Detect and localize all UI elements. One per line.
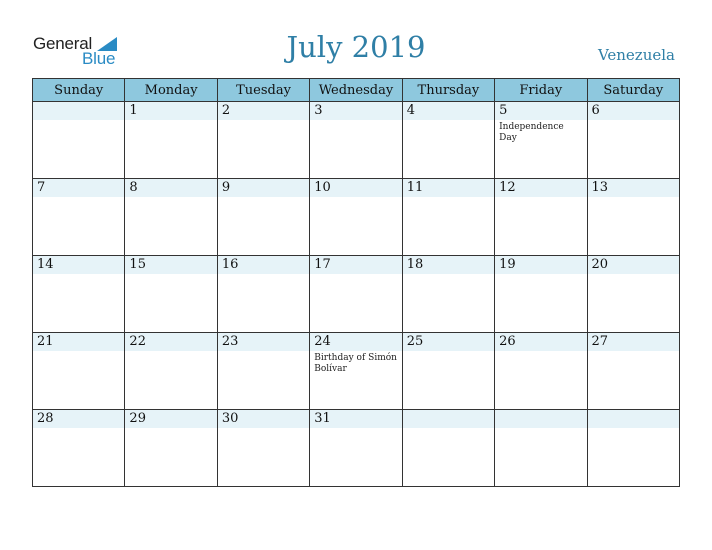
day-number: 21 <box>37 334 54 349</box>
day-number-bar <box>33 102 124 120</box>
calendar-grid <box>32 78 680 487</box>
day-number: 22 <box>129 334 146 349</box>
day-cell[interactable] <box>495 102 587 179</box>
day-cell[interactable] <box>125 256 217 333</box>
day-cell[interactable] <box>495 333 587 410</box>
week-row <box>33 256 680 333</box>
day-number: 19 <box>499 257 516 272</box>
day-number-bar <box>588 410 679 428</box>
day-cell[interactable] <box>402 102 494 179</box>
day-cell[interactable] <box>125 410 217 487</box>
day-number-bar <box>495 410 586 428</box>
day-cell[interactable] <box>587 333 679 410</box>
day-number: 8 <box>129 180 138 195</box>
day-number-bar <box>588 102 679 120</box>
day-number-bar <box>403 410 494 428</box>
holiday-label: Independence Day <box>499 122 564 143</box>
week-row <box>33 102 680 179</box>
day-cell[interactable] <box>402 333 494 410</box>
day-number-bar <box>125 102 216 120</box>
country-label: Venezuela <box>597 46 675 64</box>
day-cell[interactable] <box>217 102 309 179</box>
day-number: 25 <box>406 334 424 349</box>
day-number: 30 <box>221 411 239 426</box>
day-cell[interactable] <box>33 179 125 256</box>
logo-text-blue: Blue <box>82 49 116 68</box>
day-cell[interactable] <box>402 410 494 487</box>
day-number-bar <box>403 102 494 120</box>
day-cell[interactable] <box>495 179 587 256</box>
day-cell[interactable] <box>495 410 587 487</box>
day-number: 23 <box>221 334 239 349</box>
day-cell[interactable] <box>310 333 402 410</box>
day-number: 17 <box>314 257 331 272</box>
day-cell[interactable] <box>125 333 217 410</box>
day-number: 18 <box>406 257 424 272</box>
day-number-bar <box>125 179 216 197</box>
weekday-header: Tuesday <box>217 79 309 102</box>
day-cell[interactable] <box>587 179 679 256</box>
day-cell[interactable] <box>310 102 402 179</box>
day-number: 9 <box>221 180 231 195</box>
week-row <box>33 333 680 410</box>
day-cell[interactable] <box>217 179 309 256</box>
day-cell[interactable] <box>217 410 309 487</box>
day-cell[interactable] <box>33 410 125 487</box>
day-cell[interactable] <box>33 256 125 333</box>
day-number: 13 <box>591 180 609 195</box>
day-number-bar <box>495 102 586 120</box>
weekday-header: Thursday <box>402 79 494 102</box>
day-number: 20 <box>591 257 609 272</box>
calendar-title: July 2019 <box>286 30 426 64</box>
weekday-header: Saturday <box>587 79 679 102</box>
day-cell[interactable] <box>310 256 402 333</box>
day-number-bar <box>33 179 124 197</box>
day-cell[interactable] <box>217 333 309 410</box>
day-cell[interactable] <box>125 179 217 256</box>
day-cell[interactable] <box>33 333 125 410</box>
day-number: 5 <box>499 103 508 118</box>
day-cell[interactable] <box>587 256 679 333</box>
weekday-header: Friday <box>495 79 587 102</box>
day-cell[interactable] <box>125 102 217 179</box>
day-number: 29 <box>129 411 146 426</box>
day-number: 28 <box>37 411 54 426</box>
weekday-header-row <box>33 79 680 102</box>
day-number: 15 <box>129 257 146 272</box>
day-number: 16 <box>221 257 239 272</box>
day-number-bar <box>310 102 401 120</box>
day-cell[interactable] <box>33 102 125 179</box>
day-number: 3 <box>314 103 323 118</box>
week-row <box>33 410 680 487</box>
day-number: 14 <box>37 257 54 272</box>
week-row <box>33 179 680 256</box>
day-cell[interactable] <box>310 410 402 487</box>
weekday-header: Monday <box>125 79 217 102</box>
day-number: 26 <box>499 334 516 349</box>
day-number: 1 <box>129 103 138 118</box>
day-number: 24 <box>314 334 331 349</box>
day-cell[interactable] <box>495 256 587 333</box>
day-cell[interactable] <box>587 410 679 487</box>
day-number: 7 <box>37 180 46 195</box>
day-number: 10 <box>314 180 331 195</box>
day-number-bar <box>218 102 309 120</box>
day-cell[interactable] <box>402 256 494 333</box>
day-number-bar <box>218 179 309 197</box>
holiday-label: Birthday of Simón Bolívar <box>314 353 397 374</box>
day-cell[interactable] <box>310 179 402 256</box>
logo-text-general: General <box>33 34 93 53</box>
day-number: 2 <box>221 103 231 118</box>
weekday-header: Wednesday <box>310 79 402 102</box>
weekday-header: Sunday <box>33 79 125 102</box>
day-number: 11 <box>406 180 424 195</box>
day-number: 31 <box>314 411 331 426</box>
day-number: 12 <box>499 180 516 195</box>
day-cell[interactable] <box>587 102 679 179</box>
day-number: 4 <box>406 103 415 118</box>
day-cell[interactable] <box>402 179 494 256</box>
day-cell[interactable] <box>217 256 309 333</box>
day-number: 6 <box>591 103 600 118</box>
day-number: 27 <box>591 334 609 349</box>
